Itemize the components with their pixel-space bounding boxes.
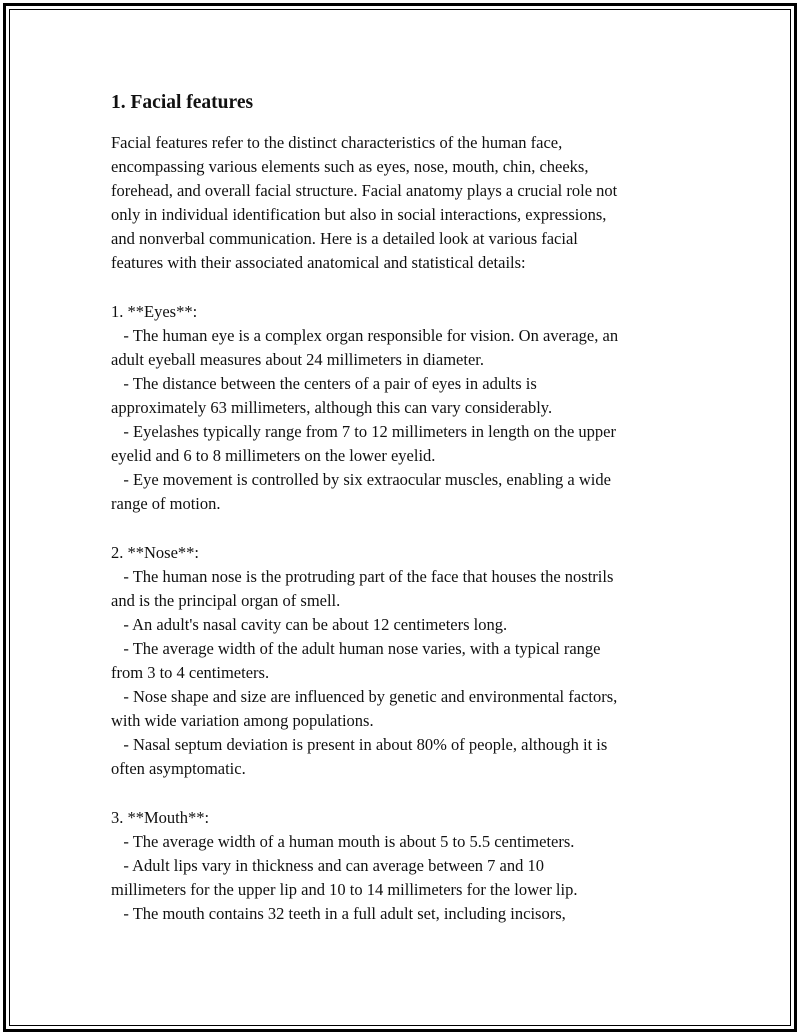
mouth-list: 3. **Mouth**: - The average width of a human mouth is about 5 to 5.5 centimeters. - Adult lips vary in thickness and can average between 7 and 10 millimeters for the upper lip and 10 to 14 millimeters for the lower lip. - The mouth contains 32 teeth in a full adult set, including incisors,	[111, 807, 578, 923]
eyes-list: 1. **Eyes**: - The human eye is a complex organ responsible for vision. On average, an adult eyeball measures about 24 millimeters in diameter. - The distance between the centers of a pair of eyes in adults is approximately 63 millimeters, although this can vary considerably. - Eyelashes typically range from 7 to 12 millimeters in length on the upper eyelid and 6 to 8 millimeters on the lower eyelid. - Eye movement is controlled by six extraocular muscles, enabling a wide range of motion.	[111, 301, 619, 514]
nose-list: 2. **Nose**: - The human nose is the protruding part of the face that houses the nostrils and is the principal organ of smell. - An adult's nasal cavity can be about 12 centimeters long. - The average width of the adult human nose varies, with a typical range from 3 to 4 centimeters. - Nose shape and size are influenced by genetic and environmental factors, with wide variation among populations. - Nasal septum deviation is present in about 80% of people, although it is often asymptomatic.	[111, 542, 618, 779]
document-content	[111, 89, 691, 926]
intro-paragraph: Facial features refer to the distinct characteristics of the human face, encompassing various elements such as eyes, nose, mouth, chin, cheeks, forehead, and overall facial structure. Facial anatomy plays a crucial role not only in individual identification but also in social interactions, expressions, and nonverbal communication. Here is a detailed look at various facial features with their associated anatomical and statistical details:	[111, 133, 618, 273]
section-title: 1. Facial features	[111, 92, 254, 113]
